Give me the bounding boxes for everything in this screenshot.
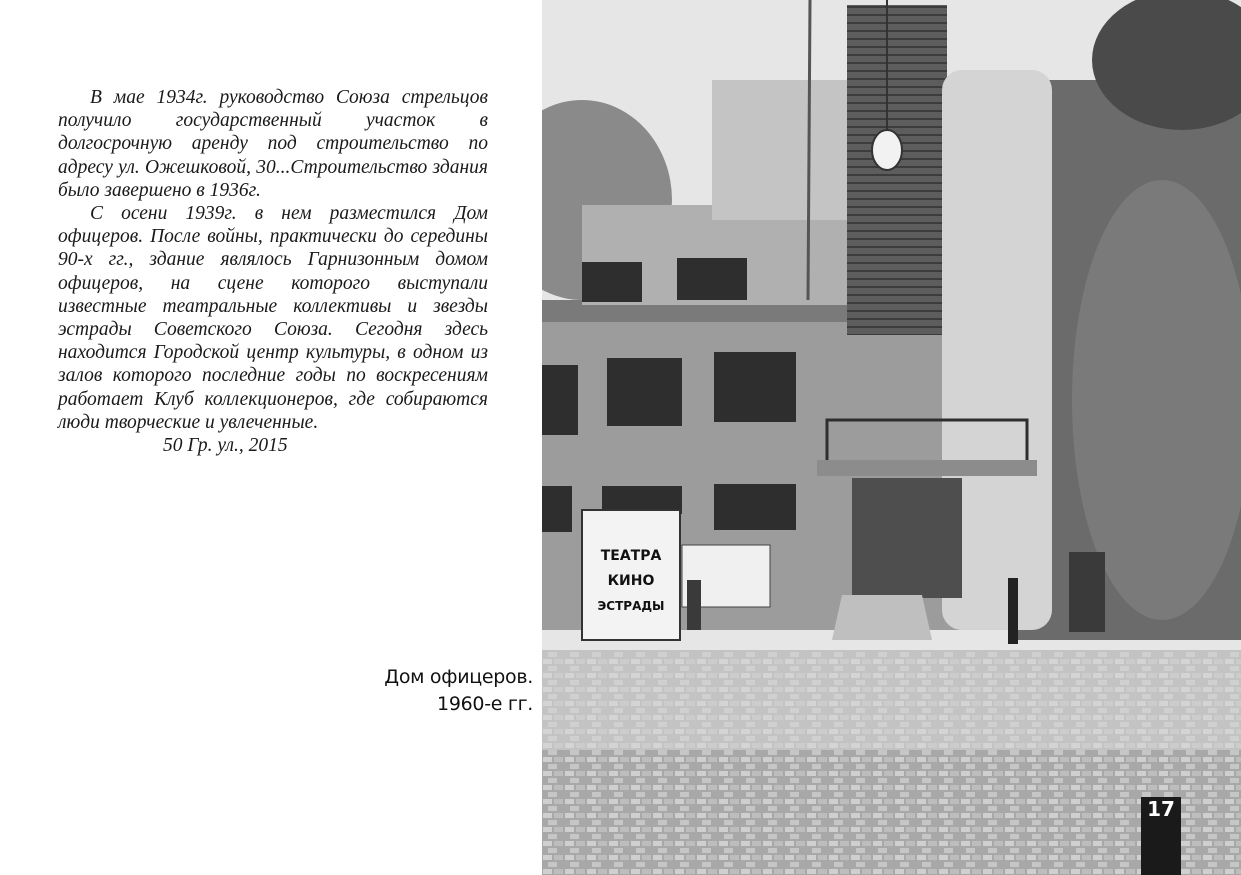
paragraph-1: В мае 1934г. руководство Союза стрельцов получило государственный участок в долгосрочную аренду под строительство по адресу ул. Ожешковой, 30...Строительство здания было завершено в 1936г.: [58, 87, 488, 201]
caption-line-2: 1960-е гг.: [437, 693, 533, 715]
photo-caption: [384, 664, 533, 718]
historic-photo: [542, 0, 1241, 875]
page-number: 17: [1141, 797, 1181, 875]
sign-line-2: КИНО: [607, 573, 655, 589]
article-text: [58, 86, 488, 457]
sign-line-1: ТЕАТРА: [600, 548, 662, 564]
officers-house-photo: [542, 0, 1241, 875]
sign-line-3: ЭСТРАДЫ: [597, 599, 665, 613]
paragraph-2: С осени 1939г. в нем разместился Дом офицеров. После войны, практически до середины 90-х гг., здание являлось Гарнизонным домом офицеров, на сцене которого выступали известные театральные коллективы и звезды эстрады Советского Союза. Сегодня здесь находится Городской центр культуры, в одном из залов которого последние годы по воскресениям работает Клуб коллекционеров, где собираются люди творческие и увлеченные.: [58, 203, 488, 433]
source-citation: 50 Гр. ул., 2015: [163, 435, 288, 457]
caption-line-1: Дом офицеров.: [384, 666, 533, 688]
